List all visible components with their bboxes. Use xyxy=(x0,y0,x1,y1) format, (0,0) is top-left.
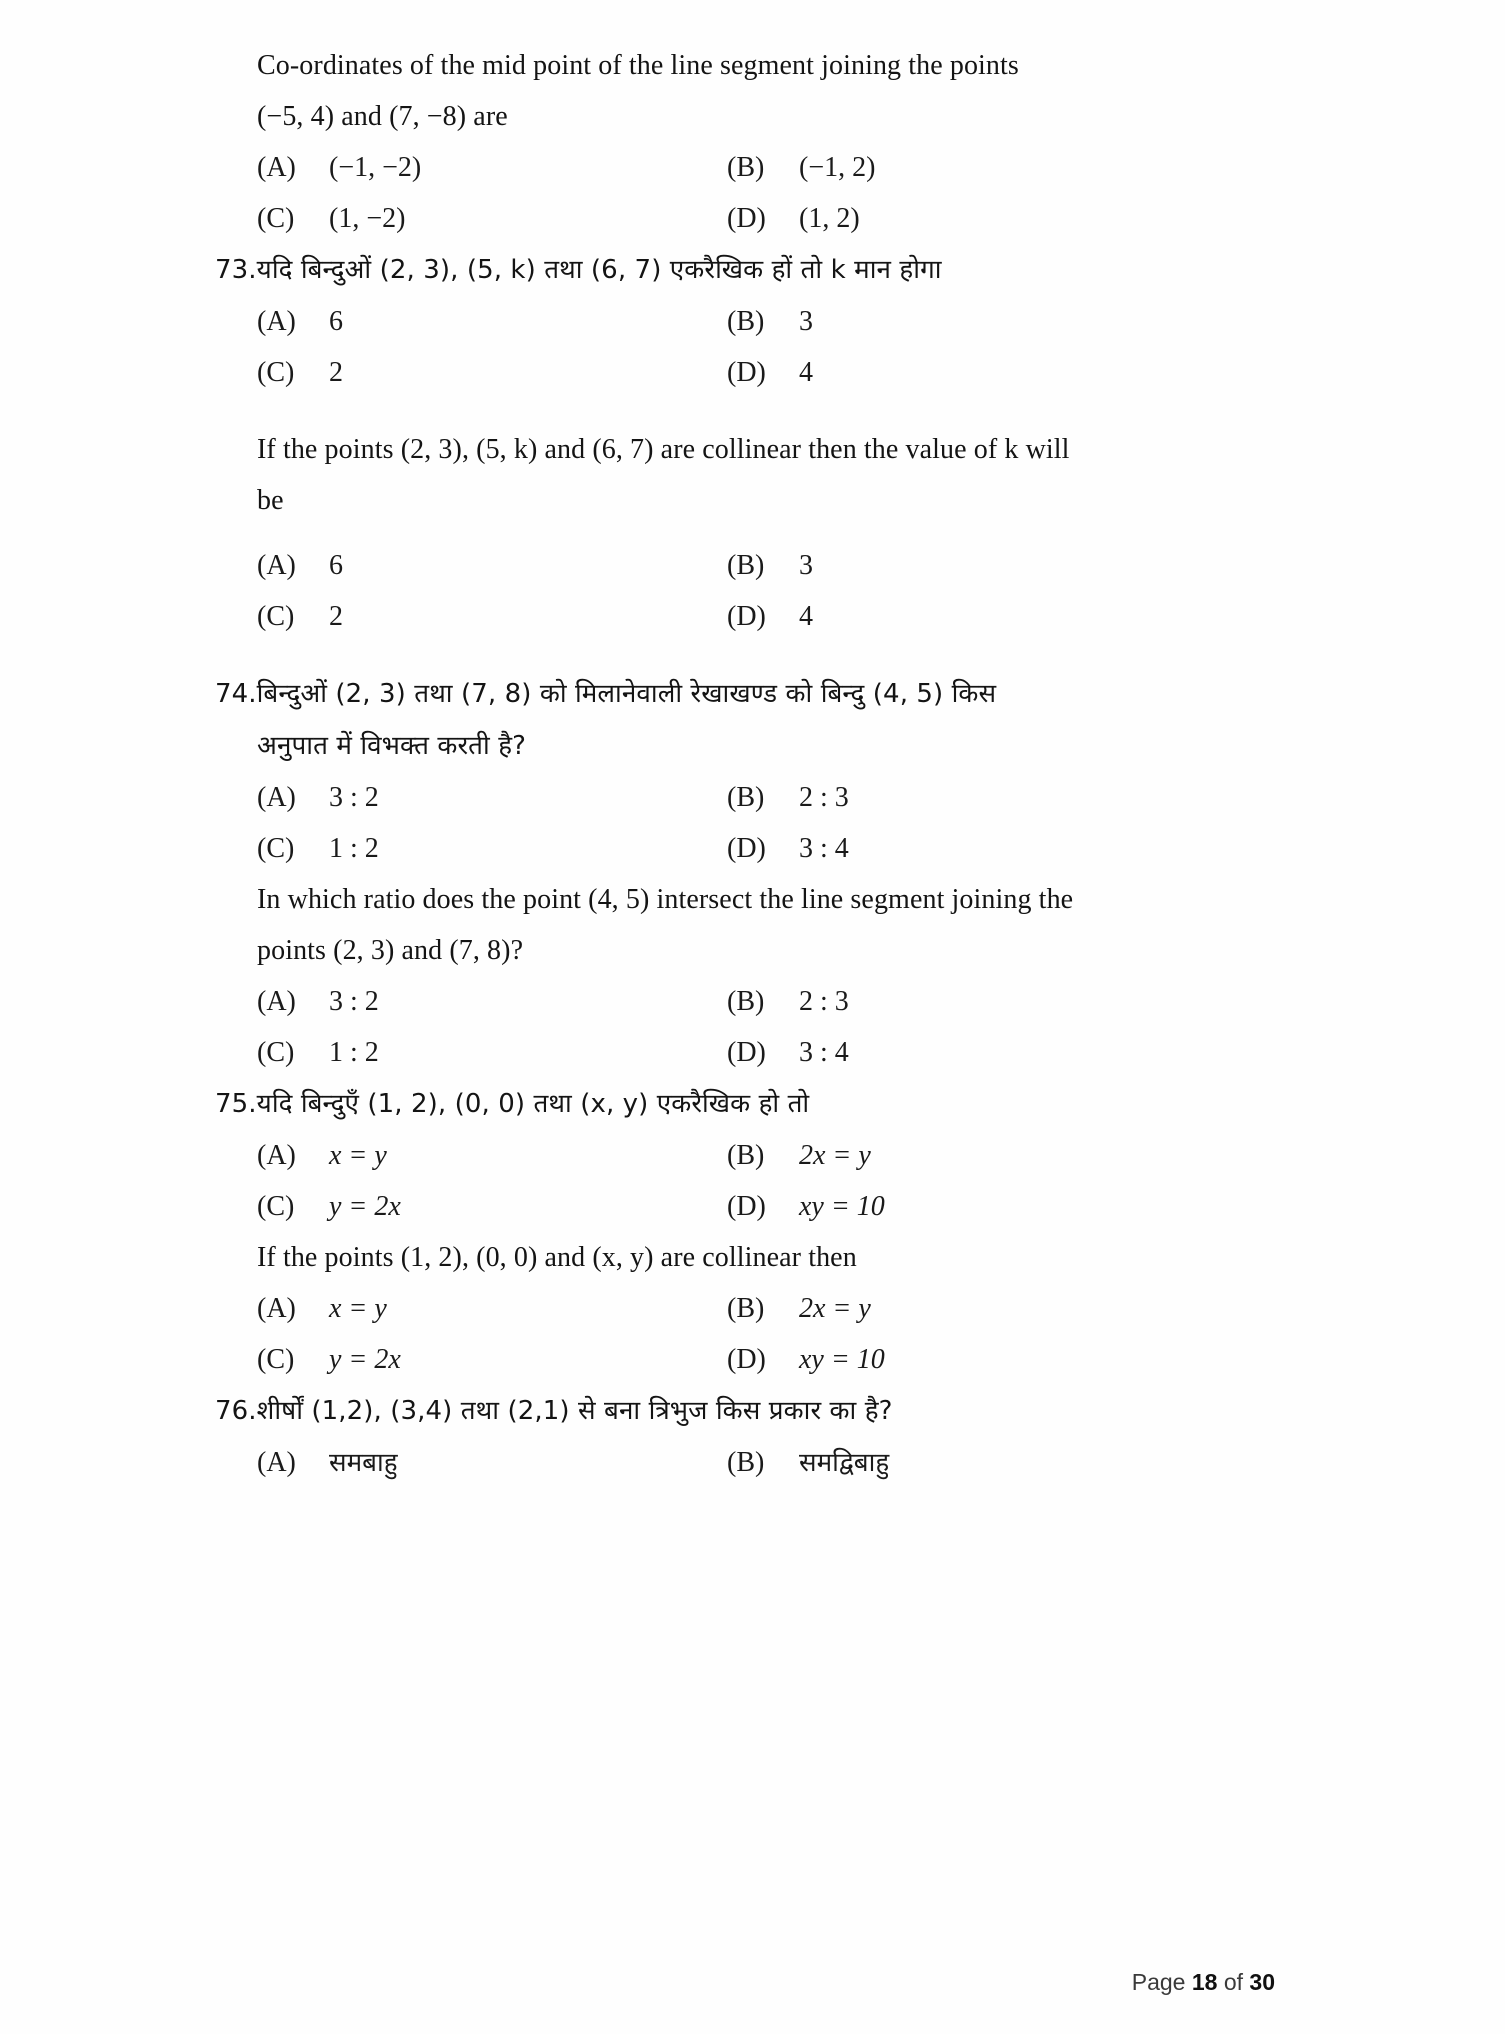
option-c[interactable] xyxy=(257,1027,727,1078)
options-grid xyxy=(215,1437,1275,1489)
option-c[interactable] xyxy=(257,591,727,642)
option-tag: (C) xyxy=(257,357,295,388)
option-text: y = 2x xyxy=(329,1191,401,1222)
options-grid xyxy=(215,296,1275,398)
option-tag: (D) xyxy=(727,833,766,864)
option-text: (−1, 2) xyxy=(799,152,876,183)
question-stem-line: If the points (1, 2), (0, 0) and (x, y) are collinear then xyxy=(257,1242,857,1273)
option-tag: (B) xyxy=(727,986,765,1017)
option-b[interactable] xyxy=(727,142,1275,193)
option-c[interactable] xyxy=(257,823,727,874)
option-text: 3 : 2 xyxy=(329,986,379,1017)
question-stem-line: be xyxy=(257,485,284,516)
option-text: x = y xyxy=(329,1293,387,1324)
option-a[interactable] xyxy=(257,1130,727,1181)
option-text: 6 xyxy=(329,550,343,581)
option-a[interactable] xyxy=(257,976,727,1027)
option-d[interactable] xyxy=(727,823,1275,874)
option-tag: (C) xyxy=(257,1191,295,1222)
footer-page-number: 18 xyxy=(1191,1969,1218,1995)
option-tag: (B) xyxy=(727,550,765,581)
question-stem-line: 75.यदि बिन्दुएँ (1, 2), (0, 0) तथा (x, y) एकरैखिक हो तो xyxy=(215,1089,810,1119)
option-tag: (B) xyxy=(727,1293,765,1324)
footer-middle: of xyxy=(1217,1969,1250,1995)
option-tag: (D) xyxy=(727,203,766,234)
option-d[interactable] xyxy=(727,1027,1275,1078)
option-a[interactable] xyxy=(257,1283,727,1334)
option-text: 3 : 4 xyxy=(799,833,849,864)
question-block-q76-hi xyxy=(215,1385,1275,1489)
question-block-q74-hi xyxy=(215,668,1275,874)
option-b[interactable] xyxy=(727,976,1275,1027)
option-text: 3 : 2 xyxy=(329,782,379,813)
page-footer xyxy=(1132,1969,1275,1996)
option-c[interactable] xyxy=(257,347,727,398)
question-stem-line: If the points (2, 3), (5, k) and (6, 7) are collinear then the value of k will xyxy=(257,434,1070,465)
option-tag: (C) xyxy=(257,1344,295,1375)
question-stem-line: 74.बिन्दुओं (2, 3) तथा (7, 8) को मिलानेवाली रेखाखण्ड को बिन्दु (4, 5) किस xyxy=(215,679,997,709)
option-d[interactable] xyxy=(727,193,1275,244)
option-tag: (A) xyxy=(257,986,296,1017)
question-block-q74-en xyxy=(215,874,1275,1078)
option-text: 1 : 2 xyxy=(329,1037,379,1068)
option-tag: (A) xyxy=(257,1447,296,1478)
question-stem-line: Co-ordinates of the mid point of the line segment joining the points xyxy=(257,50,1019,81)
option-c[interactable] xyxy=(257,1334,727,1385)
question-stem-line: 73.यदि बिन्दुओं (2, 3), (5, k) तथा (6, 7) एकरैखिक हों तो k मान होगा xyxy=(215,255,942,285)
option-text: xy = 10 xyxy=(799,1344,885,1375)
option-tag: (D) xyxy=(727,1344,766,1375)
options-grid xyxy=(215,1130,1275,1232)
option-a[interactable] xyxy=(257,142,727,193)
option-text: 2 : 3 xyxy=(799,782,849,813)
option-text: 2 xyxy=(329,601,343,632)
option-b[interactable] xyxy=(727,296,1275,347)
option-tag: (B) xyxy=(727,152,765,183)
option-b[interactable] xyxy=(727,1437,1275,1489)
option-text: 4 xyxy=(799,601,813,632)
options-grid xyxy=(215,540,1275,642)
option-tag: (B) xyxy=(727,782,765,813)
option-text: 2x = y xyxy=(799,1140,871,1171)
options-grid xyxy=(215,976,1275,1078)
question-block-q75-en xyxy=(215,1232,1275,1385)
option-text: xy = 10 xyxy=(799,1191,885,1222)
option-text: (−1, −2) xyxy=(329,152,422,183)
option-tag: (A) xyxy=(257,1293,296,1324)
option-tag: (D) xyxy=(727,1191,766,1222)
option-tag: (D) xyxy=(727,601,766,632)
option-a[interactable] xyxy=(257,1437,727,1489)
option-b[interactable] xyxy=(727,1130,1275,1181)
option-d[interactable] xyxy=(727,1334,1275,1385)
options-grid xyxy=(215,1283,1275,1385)
option-tag: (A) xyxy=(257,1140,296,1171)
option-tag: (B) xyxy=(727,1140,765,1171)
option-tag: (A) xyxy=(257,782,296,813)
question-block-q73-hi xyxy=(215,244,1275,398)
question-stem-line: (−5, 4) and (7, −8) are xyxy=(257,101,508,132)
option-text: 3 : 4 xyxy=(799,1037,849,1068)
spacer xyxy=(215,642,1275,668)
option-tag: (C) xyxy=(257,203,295,234)
option-tag: (C) xyxy=(257,601,295,632)
option-tag: (D) xyxy=(727,357,766,388)
option-text: 2x = y xyxy=(799,1293,871,1324)
option-text: 2 xyxy=(329,357,343,388)
question-stem-line: अनुपात में विभक्त करती है? xyxy=(257,731,527,761)
question-block-q72-en xyxy=(215,40,1275,244)
option-c[interactable] xyxy=(257,193,727,244)
question-block-q75-hi xyxy=(215,1078,1275,1232)
question-stem-line: In which ratio does the point (4, 5) intersect the line segment joining the xyxy=(257,884,1074,915)
footer-total-pages: 30 xyxy=(1249,1969,1275,1995)
option-b[interactable] xyxy=(727,772,1275,823)
option-tag: (B) xyxy=(727,306,765,337)
option-d[interactable] xyxy=(727,1181,1275,1232)
option-c[interactable] xyxy=(257,1181,727,1232)
option-text: 2 : 3 xyxy=(799,986,849,1017)
option-text: समबाहु xyxy=(329,1448,398,1478)
option-text: y = 2x xyxy=(329,1344,401,1375)
question-stem-line: points (2, 3) and (7, 8)? xyxy=(257,935,524,966)
question-block-q73-en xyxy=(215,424,1275,642)
option-text: समद्विबाहु xyxy=(799,1448,890,1478)
question-stem-line: 76.शीर्षों (1,2), (3,4) तथा (2,1) से बना त्रिभुज किस प्रकार का है? xyxy=(215,1396,893,1426)
option-text: 6 xyxy=(329,306,343,337)
option-text: (1, −2) xyxy=(329,203,406,234)
option-a[interactable] xyxy=(257,772,727,823)
option-tag: (A) xyxy=(257,550,296,581)
option-d[interactable] xyxy=(727,591,1275,642)
footer-prefix: Page xyxy=(1131,1969,1192,1995)
option-a[interactable] xyxy=(257,296,727,347)
option-tag: (D) xyxy=(727,1037,766,1068)
option-text: 1 : 2 xyxy=(329,833,379,864)
option-tag: (A) xyxy=(257,152,296,183)
option-tag: (C) xyxy=(257,1037,295,1068)
option-text: x = y xyxy=(329,1140,387,1171)
option-d[interactable] xyxy=(727,347,1275,398)
option-tag: (B) xyxy=(727,1447,765,1478)
options-grid xyxy=(215,142,1275,244)
option-tag: (C) xyxy=(257,833,295,864)
options-grid xyxy=(215,772,1275,874)
option-text: 3 xyxy=(799,306,813,337)
spacer xyxy=(215,526,1275,540)
option-text: (1, 2) xyxy=(799,203,860,234)
option-b[interactable] xyxy=(727,1283,1275,1334)
option-tag: (A) xyxy=(257,306,296,337)
option-a[interactable] xyxy=(257,540,727,591)
option-text: 4 xyxy=(799,357,813,388)
option-text: 3 xyxy=(799,550,813,581)
option-b[interactable] xyxy=(727,540,1275,591)
spacer xyxy=(215,398,1275,424)
